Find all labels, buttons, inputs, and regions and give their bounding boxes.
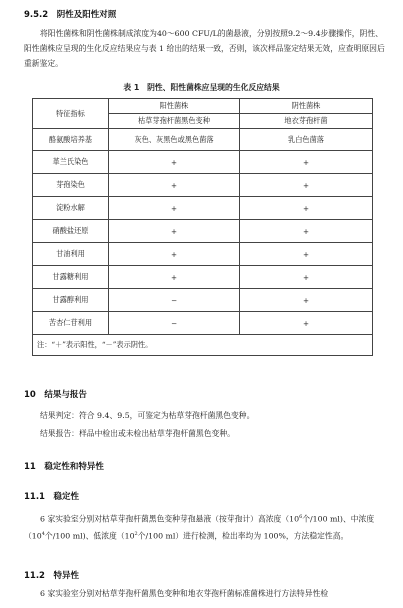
table-row	[33, 220, 373, 243]
negative-result: +	[240, 243, 373, 266]
positive-result: +	[109, 151, 240, 174]
table-row	[33, 289, 373, 312]
positive-result: +	[109, 243, 240, 266]
section-heading-10: 10 结果与报告	[24, 390, 87, 400]
result-judgement: 结果判定：符合 9.4、9.5，可鉴定为枯草芽孢杆菌黑色变种。	[40, 411, 255, 420]
section-heading-11-2: 11.2 特异性	[24, 571, 79, 581]
header-positive-strain: 枯草芽孢杆菌黑色变种	[109, 114, 240, 129]
negative-result: +	[240, 289, 373, 312]
negative-result: +	[240, 151, 373, 174]
paragraph-specificity: 6 家实验室分别对枯草芽孢杆菌黑色变种和地衣芽孢杆菌标准菌株进行方法特异性检	[40, 589, 329, 598]
row-label: 芽孢染色	[33, 174, 109, 197]
table-note: 注：“＋”表示阳性，“－”表示阴性。	[33, 335, 373, 356]
header-positive-group: 阳性菌株	[109, 99, 240, 114]
result-report: 结果报告：样品中检出或未检出枯草芽孢杆菌黑色变种。	[40, 429, 235, 438]
row-label: 苦杏仁苷利用	[33, 312, 109, 335]
negative-result: +	[240, 266, 373, 289]
positive-result: +	[109, 266, 240, 289]
table-row	[33, 312, 373, 335]
table-row	[33, 243, 373, 266]
row-label: 甘油利用	[33, 243, 109, 266]
row-label: 甘露糖利用	[33, 266, 109, 289]
negative-result: +	[240, 312, 373, 335]
table-row	[33, 151, 373, 174]
table-row	[33, 197, 373, 220]
row-label: 甘露醇利用	[33, 289, 109, 312]
header-feature: 特征指标	[33, 99, 109, 129]
table-row	[33, 129, 373, 151]
positive-result: −	[109, 312, 240, 335]
table-row	[33, 174, 373, 197]
paragraph-stability: 6 家实验室分别对枯草芽孢杆菌黑色变种芽孢悬液（按芽孢计）高浓度（$10^6$个/100 ml)、中浓度（$10^4$个/100 ml)、低浓度（$10^2$个/100 ml）进行检测，检出率均为 100%，方法稳定性高。	[24, 514, 375, 541]
negative-result: +	[240, 174, 373, 197]
section-heading-11-1: 11.1 稳定性	[24, 492, 79, 502]
section-heading-11: 11 稳定性和特异性	[24, 462, 104, 472]
negative-result: 乳白色菌落	[240, 129, 373, 151]
positive-result: 灰色、灰黑色或黑色菌落	[109, 129, 240, 151]
positive-result: +	[109, 197, 240, 220]
table-row	[33, 266, 373, 289]
row-label: 酪氨酸培养基	[33, 129, 109, 151]
negative-result: +	[240, 197, 373, 220]
table-caption: 表 1 阴性、阳性菌株应呈现的生化反应结果	[123, 83, 280, 92]
header-negative-group: 阴性菌株	[240, 99, 373, 114]
section-heading-9-5-2: 9.5.2 阴性及阳性对照	[24, 10, 117, 20]
positive-result: +	[109, 174, 240, 197]
row-label: 革兰氏染色	[33, 151, 109, 174]
positive-result: −	[109, 289, 240, 312]
header-negative-strain: 地衣芽孢杆菌	[240, 114, 373, 129]
results-table	[32, 98, 373, 356]
negative-result: +	[240, 220, 373, 243]
positive-result: +	[109, 220, 240, 243]
row-label: 硝酸盐还原	[33, 220, 109, 243]
paragraph-controls: 将阳性菌株和阴性菌株制成浓度为40～600 CFU/L的菌悬液，分别按照9.2～9.4步骤操作，阴性、阳性菌株应呈现的生化反应结果应与表 1 给出的结果一致，否则，该次样品鉴定结果无效，应查明原因后重新鉴定。	[24, 29, 385, 68]
row-label: 淀粉水解	[33, 197, 109, 220]
